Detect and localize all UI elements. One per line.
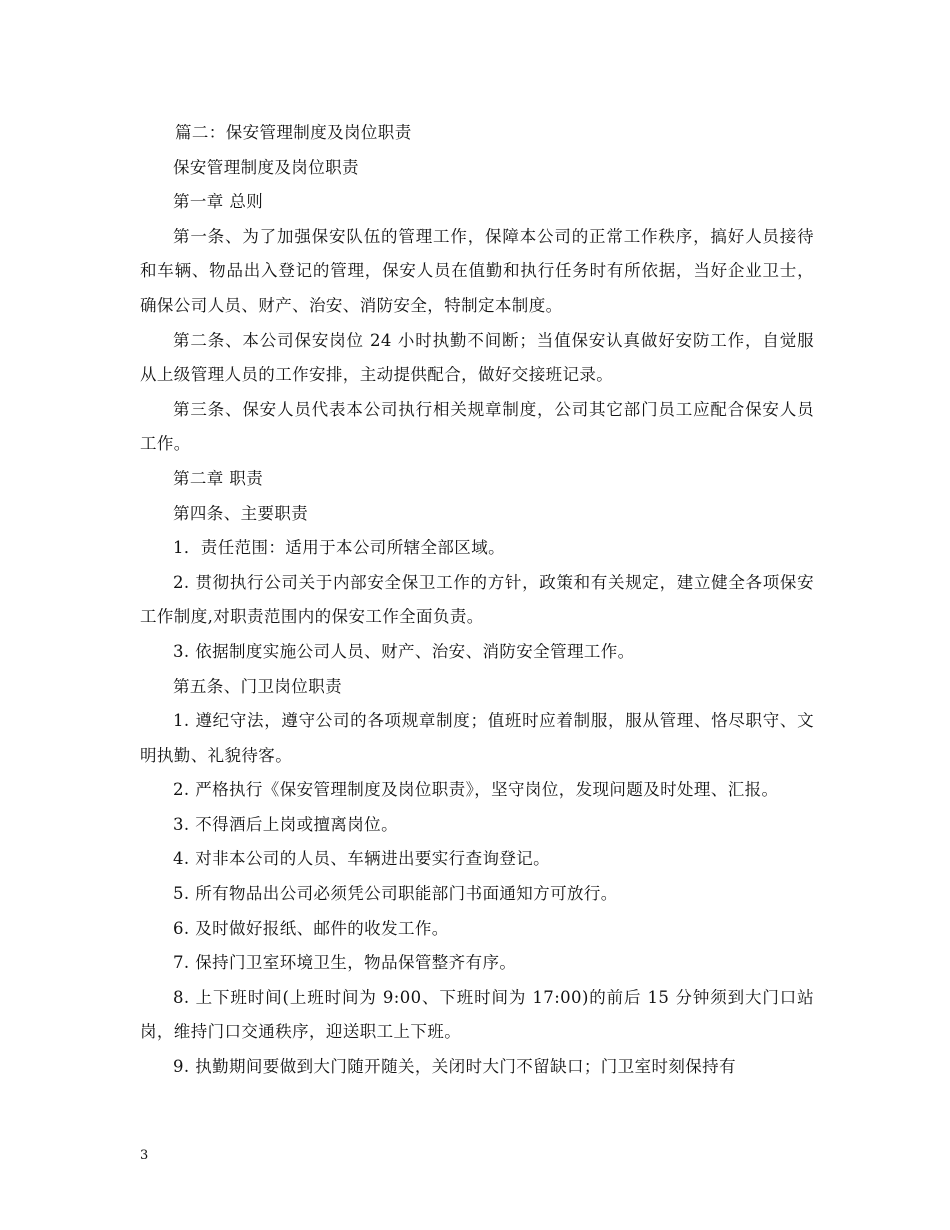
article-paragraph: 第二条、本公司保安岗位 24 小时执勤不间断；当值保安认真做好安防工作，自觉服从上级管理人员的工作安排，主动提供配合，做好交接班记录。 (140, 330, 814, 385)
list-item: 1．责任范围：适用于本公司所辖全部区域。 (173, 538, 505, 558)
chapter-heading: 第一章 总则 (173, 192, 264, 212)
article-heading: 第四条、主要职责 (173, 503, 309, 523)
chapter-heading: 第二章 职责 (173, 468, 264, 488)
list-item: 5. 所有物品出公司必须凭公司职能部门书面通知方可放行。 (173, 884, 618, 904)
list-item: 1. 遵纪守法，遵守公司的各项规章制度；值班时应着制服，服从管理、恪尽职守、文明执勤、礼貌待客。 (140, 711, 814, 765)
list-item: 2. 贯彻执行公司关于内部安全保卫工作的方针，政策和有关规定，建立健全各项保安工作制度,对职责范围内的保安工作全面负责。 (140, 572, 814, 627)
list-item: 9. 执勤期间要做到大门随开随关，关闭时大门不留缺口；门卫室时刻保持有 (173, 1057, 736, 1077)
list-item: 3. 依据制度实施公司人员、财产、治安、消防安全管理工作。 (173, 641, 635, 661)
document-body (140, 116, 814, 1085)
section-title: 篇二：保安管理制度及岗位职责 (175, 123, 412, 142)
list-item: 6. 及时做好报纸、邮件的收发工作。 (173, 918, 449, 938)
list-item: 7. 保持门卫室环境卫生，物品保管整齐有序。 (173, 953, 517, 973)
document-title: 保安管理制度及岗位职责 (173, 157, 359, 177)
article-paragraph: 第一条、为了加强保安队伍的管理工作，保障本公司的正常工作秩序，搞好人员接待和车辆、物品出入登记的管理，保安人员在值勤和执行任务时有所依据，当好企业卫士，确保公司人员、财产、治安、消防安全，特制定本制度。 (140, 226, 814, 315)
list-item: 3. 不得酒后上岗或擅离岗位。 (173, 814, 398, 834)
page-number: 3 (140, 1148, 149, 1163)
list-item: 4. 对非本公司的人员、车辆进出要实行查询登记。 (173, 849, 551, 869)
list-item: 2. 严格执行《保安管理制度及岗位职责》，坚守岗位，发现问题及时处理、汇报。 (173, 780, 779, 800)
list-item: 8. 上下班时间(上班时间为 9:00、下班时间为 17:00)的前后 15 分钟须到大门口站岗，维持门口交通秩序，迎送职工上下班。 (140, 987, 814, 1042)
article-heading: 第五条、门卫岗位职责 (173, 676, 342, 696)
article-paragraph: 第三条、保安人员代表本公司执行相关规章制度，公司其它部门员工应配合保安人员工作。 (140, 399, 814, 454)
